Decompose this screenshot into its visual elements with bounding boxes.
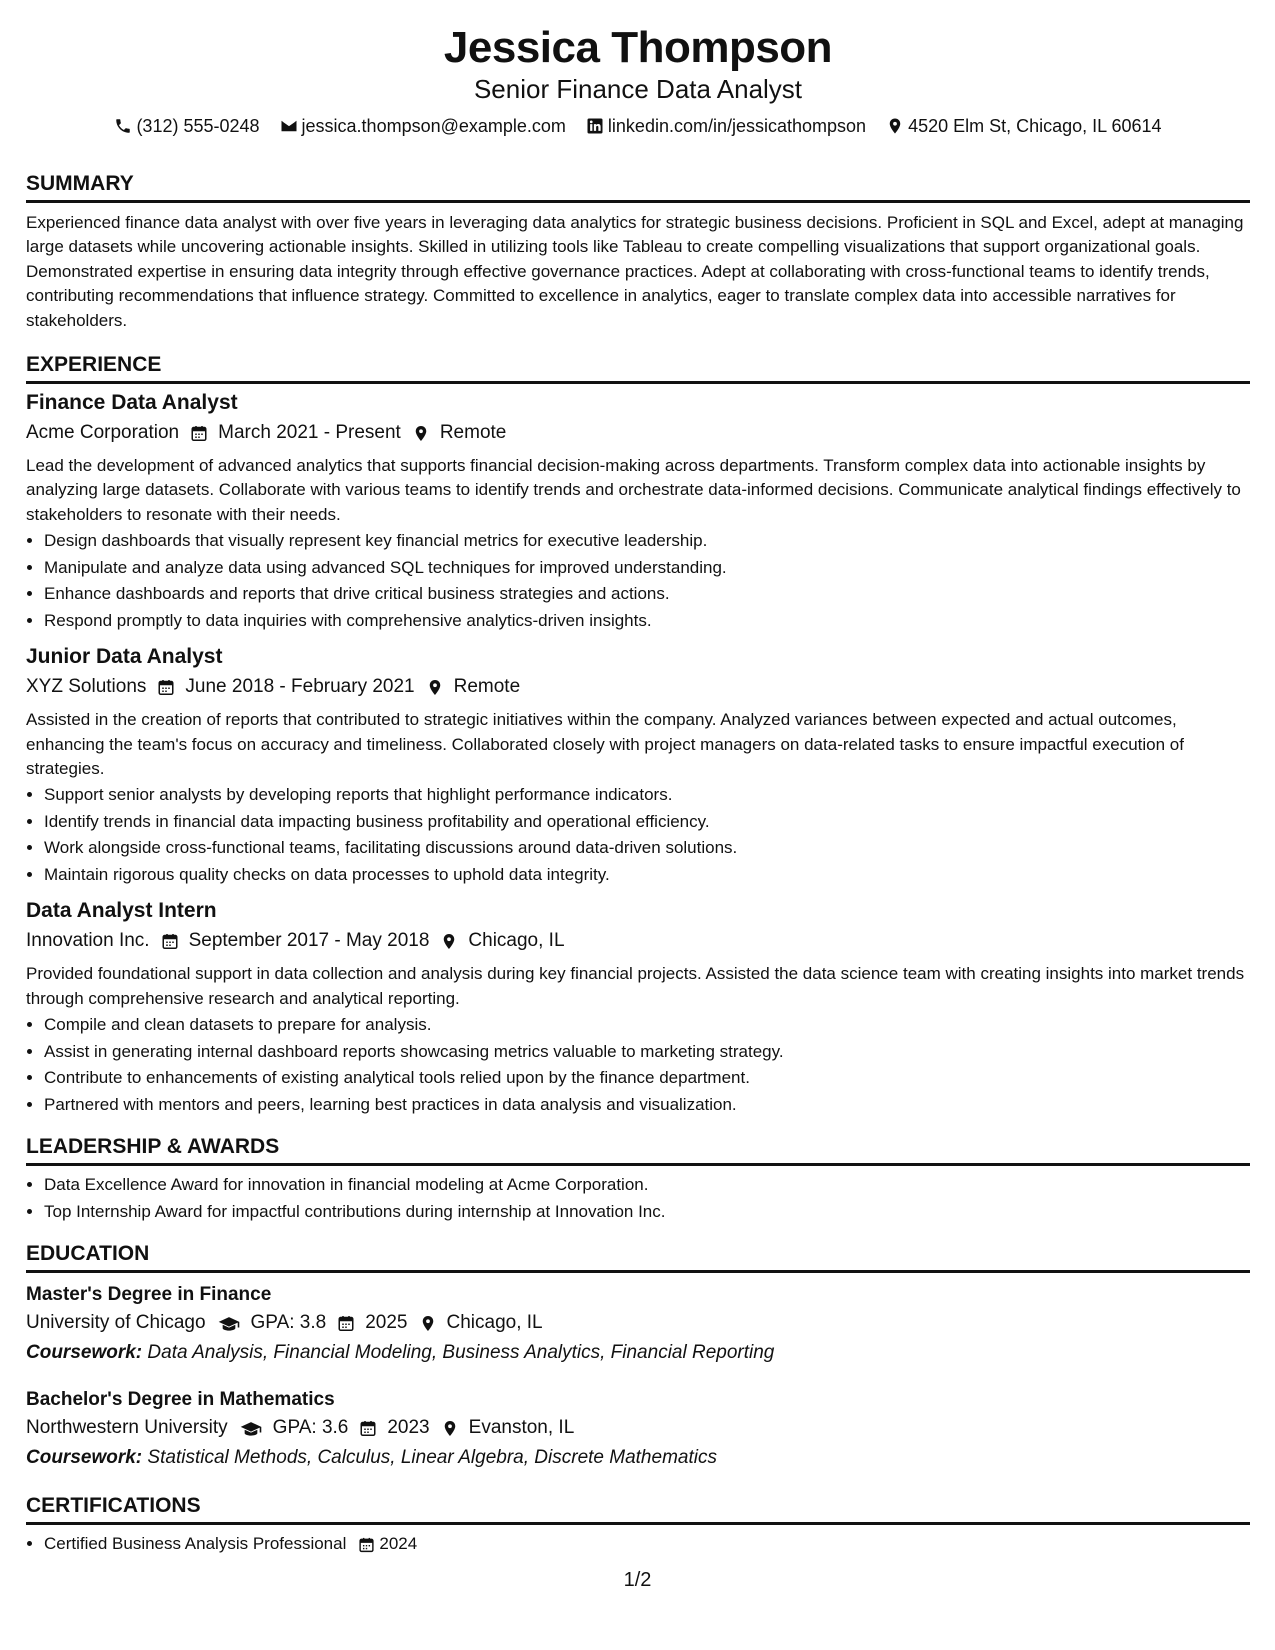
calendar-icon (157, 678, 175, 697)
job-dates: September 2017 - May 2018 (188, 930, 430, 952)
calendar-icon (161, 932, 179, 951)
candidate-name: Jessica Thompson (443, 23, 833, 72)
job-title: Data Analyst Intern (26, 899, 217, 923)
map-pin-icon (441, 1419, 459, 1438)
envelope-icon (280, 117, 298, 135)
school-location: Chicago, IL (446, 1312, 543, 1334)
map-pin-icon (886, 117, 904, 135)
linkedin-icon (586, 117, 604, 135)
page-number: 1/2 (623, 1569, 652, 1591)
job-entry (26, 644, 1250, 888)
list-item: • Top Internship Award for impactful contributions during internship at Innovation Inc. (44, 1199, 1250, 1226)
school-name: Northwestern University (26, 1417, 228, 1439)
leadership-heading: LEADERSHIP & AWARDS (26, 1134, 1250, 1166)
map-pin-icon (419, 1314, 437, 1333)
education-meta (26, 1310, 1250, 1336)
list-item: • Respond promptly to data inquiries with comprehensive analytics-driven insights. (44, 608, 1250, 635)
company-name: XYZ Solutions (26, 676, 147, 698)
certification-name: • Certified Business Analysis Professional (44, 1534, 347, 1554)
certification-year: 2024 (379, 1534, 418, 1554)
list-item (44, 1531, 1250, 1558)
school-location: Evanston, IL (468, 1417, 575, 1439)
coursework-label: Coursework: (26, 1342, 143, 1364)
coursework-line (26, 1340, 1250, 1366)
certifications-list (26, 1531, 1250, 1558)
list-item: • Design dashboards that visually represent key financial metrics for executive leadership. (44, 528, 1250, 555)
degree-title: Bachelor's Degree in Mathematics (26, 1389, 335, 1411)
graduation-year: 2025 (365, 1312, 408, 1334)
list-item: • Manipulate and analyze data using advanced SQL techniques for improved understanding. (44, 555, 1250, 582)
job-meta (26, 420, 1250, 446)
phone-icon (114, 117, 132, 135)
job-entry (26, 898, 1250, 1118)
job-entry (26, 390, 1250, 634)
graduation-cap-icon (239, 1419, 263, 1438)
gpa-text: GPA: 3.6 (272, 1417, 349, 1439)
coursework-line (26, 1445, 1250, 1471)
job-meta (26, 928, 1250, 954)
job-dates: June 2018 - February 2021 (185, 676, 415, 698)
list-item: • Maintain rigorous quality checks on data processes to uphold data integrity. (44, 862, 1250, 889)
map-pin-icon (440, 932, 458, 951)
list-item: • Enhance dashboards and reports that drive critical business strategies and actions. (44, 581, 1250, 608)
contact-email[interactable] (280, 115, 566, 137)
job-description: Assisted in the creation of reports that contributed to strategic initiatives within the company. Analyzed variances between expected and actual outcomes, enhancing the team's focus on accuracy and timeliness. Collaborated closely with project managers on data-related tasks to ensure impactful execution of strategies. (26, 710, 1184, 779)
coursework-label: Coursework: (26, 1447, 143, 1469)
calendar-icon (358, 1536, 375, 1554)
coursework-list: Statistical Methods, Calculus, Linear Algebra, Discrete Mathematics (147, 1447, 717, 1469)
job-location: Chicago, IL (468, 930, 565, 952)
list-item: • Identify trends in financial data impacting business profitability and operational efficiency. (44, 809, 1250, 836)
phone-text: (312) 555-0248 (136, 116, 260, 136)
job-location: Remote (453, 676, 521, 698)
job-dates: March 2021 - Present (218, 422, 401, 444)
education-heading: EDUCATION (26, 1241, 1250, 1273)
graduation-cap-icon (217, 1314, 241, 1333)
list-item: • Compile and clean datasets to prepare for analysis. (44, 1012, 1250, 1039)
job-bullets (26, 782, 1250, 888)
email-link[interactable]: jessica.thompson@example.com (301, 116, 566, 136)
education-entry (26, 1283, 1250, 1366)
job-bullets (26, 528, 1250, 634)
list-item: • Partnered with mentors and peers, learning best practices in data analysis and visualization. (44, 1092, 1250, 1119)
education-meta (26, 1415, 1250, 1441)
list-item: • Assist in generating internal dashboard reports showcasing metrics valuable to marketing strategy. (44, 1039, 1250, 1066)
map-pin-icon (426, 678, 444, 697)
resume-page (26, 0, 1250, 1558)
list-item: • Data Excellence Award for innovation in financial modeling at Acme Corporation. (44, 1172, 1250, 1199)
company-name: Acme Corporation (26, 422, 180, 444)
gpa-text: GPA: 3.8 (250, 1312, 327, 1334)
contact-phone (114, 115, 259, 137)
calendar-icon (337, 1314, 355, 1333)
summary-heading: SUMMARY (26, 171, 1250, 203)
school-name: University of Chicago (26, 1312, 206, 1334)
job-bullets (26, 1012, 1250, 1118)
certifications-heading: CERTIFICATIONS (26, 1493, 1250, 1525)
job-title: Finance Data Analyst (26, 391, 238, 415)
list-item: • Work alongside cross-functional teams, facilitating discussions around data-driven solutions. (44, 835, 1250, 862)
contact-linkedin[interactable] (586, 115, 866, 137)
calendar-icon (359, 1419, 377, 1438)
degree-title: Master's Degree in Finance (26, 1284, 272, 1306)
candidate-title: Senior Finance Data Analyst (473, 74, 803, 104)
linkedin-link[interactable]: linkedin.com/in/jessicathompson (607, 116, 867, 136)
education-entry (26, 1388, 1250, 1471)
graduation-year: 2023 (387, 1417, 430, 1439)
certification-entry (44, 1531, 417, 1558)
calendar-icon (190, 424, 208, 443)
company-name: Innovation Inc. (26, 930, 150, 952)
job-meta (26, 674, 1250, 700)
list-item: • Contribute to enhancements of existing analytical tools relied upon by the finance department. (44, 1065, 1250, 1092)
job-description: Lead the development of advanced analytics that supports financial decision-making across departments. Transform complex data into actionable insights by analyzing large datasets. Collaborate with various teams to identify trends and orchestrate data-informed decisions. Communicate analytical findings effectively to stakeholders to resonate with their needs. (26, 456, 1241, 524)
summary-text: Experienced finance data analyst with over five years in leveraging data analytics for strategic business decisions. Proficient in SQL and Excel, adept at managing large datasets while uncovering actionable insights. Skilled in utilizing tools like Tableau to create compelling visualizations that support organizational goals. Demonstrated expertise in ensuring data integrity through effective governance practices. Adept at collaborating with cross-functional teams to identify trends, contributing recommendations that influence strategy. Committed to excellence in analytics, eager to translate complex data into accessible narratives for stakeholders. (26, 213, 1244, 330)
job-description: Provided foundational support in data collection and analysis during key financial projects. Assisted the data science team with creating insights into market trends through comprehensive research and analytical reporting. (26, 964, 1245, 1008)
list-item: • Support senior analysts by developing reports that highlight performance indicators. (44, 782, 1250, 809)
awards-list (26, 1172, 1250, 1225)
experience-heading: EXPERIENCE (26, 352, 1250, 384)
contact-bar (26, 115, 1250, 137)
address-text: 4520 Elm St, Chicago, IL 60614 (908, 116, 1162, 136)
contact-address (886, 115, 1162, 137)
coursework-list: Data Analysis, Financial Modeling, Business Analytics, Financial Reporting (147, 1342, 775, 1364)
job-location: Remote (439, 422, 507, 444)
map-pin-icon (412, 424, 430, 443)
job-title: Junior Data Analyst (26, 645, 223, 669)
